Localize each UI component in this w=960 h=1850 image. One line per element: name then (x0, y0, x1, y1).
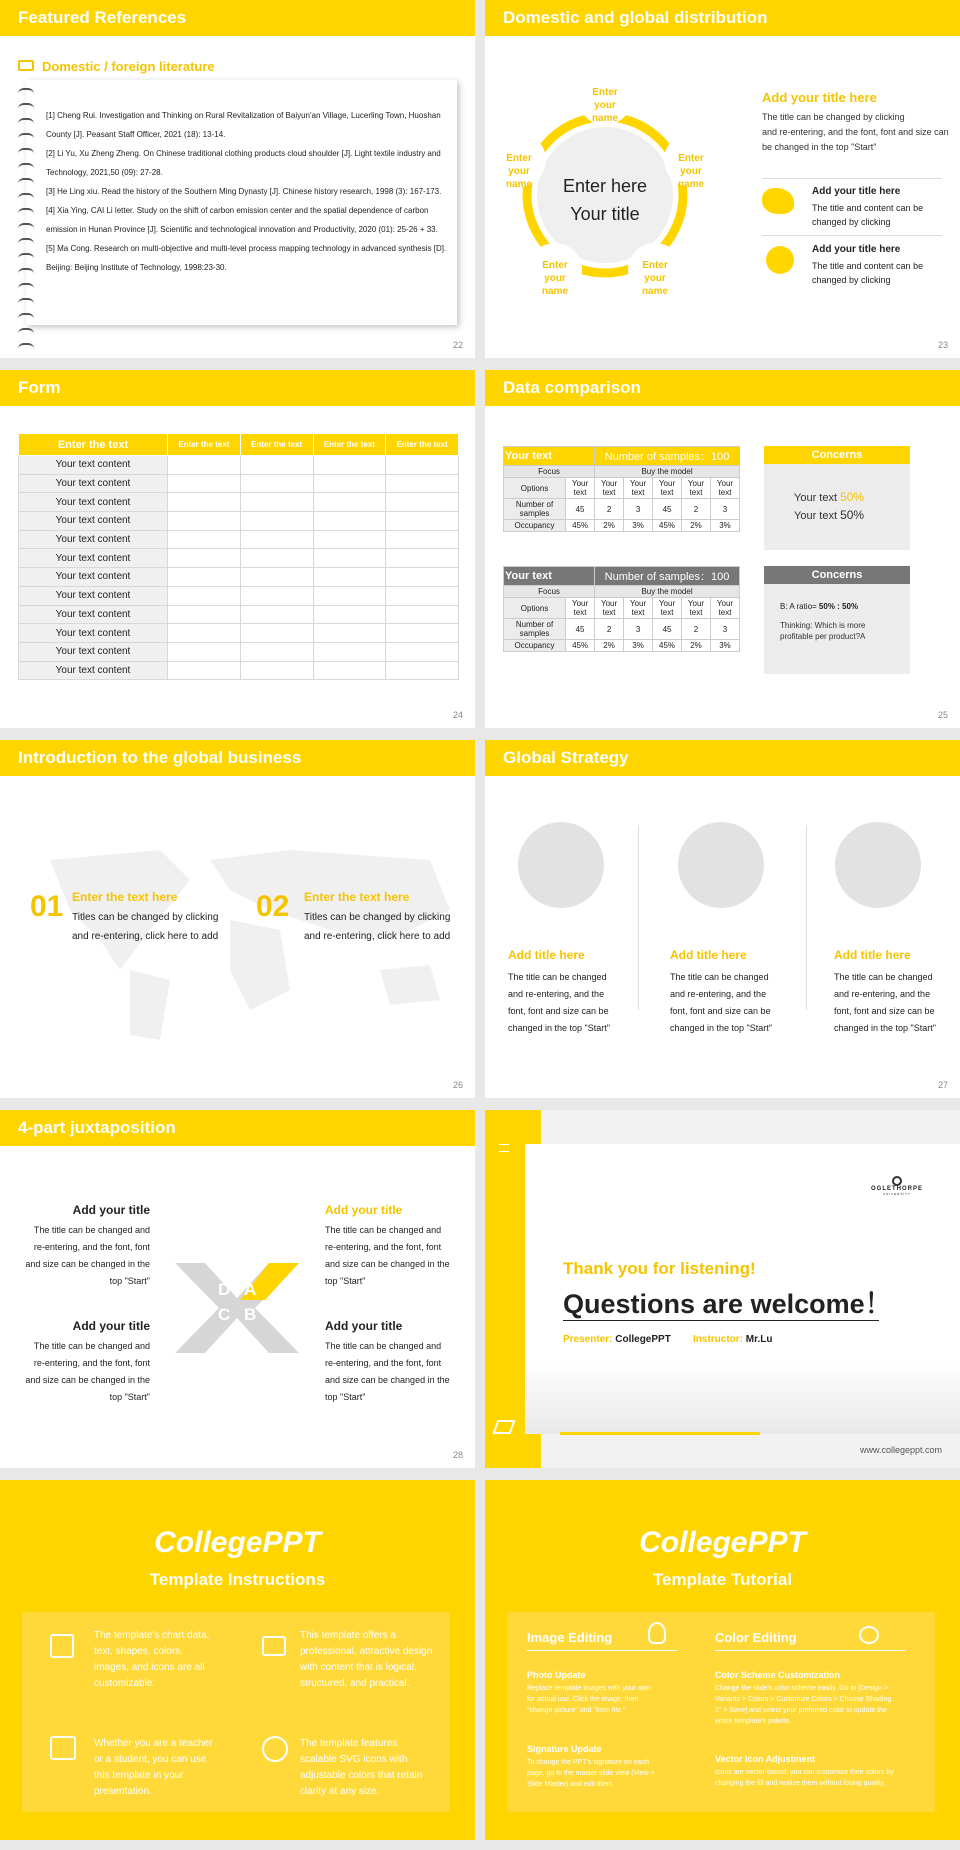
instructor-line: Instructor: Mr.Lu (693, 1334, 773, 1345)
x-diagram (170, 1258, 305, 1358)
table-row: Your text content (19, 661, 459, 680)
item-body: The title and content can be changed by clicking (812, 203, 924, 227)
node-label: Enter your name (591, 87, 619, 124)
reference-line: [4] Xia Ying, CAI Li letter. Study on the shift of carbon emission center and the spatial dependence of carbon (46, 206, 429, 215)
quadrant-body: The title can be changed and re-entering, and the font, font and size can be changed in the top "Start" (25, 1341, 150, 1402)
slide-subtitle: Template Tutorial (652, 1570, 793, 1589)
page-number: 28 (452, 1450, 463, 1460)
table-row: Your text content (19, 456, 459, 475)
slide-subtitle: Template Instructions (149, 1570, 326, 1589)
divider (762, 178, 942, 179)
table-row: Your text content (19, 586, 459, 605)
book-icon (18, 60, 34, 71)
quadrant-title: Add your title (325, 1319, 403, 1333)
node-label: Enter your name (505, 153, 533, 190)
table-row: Your text content (19, 624, 459, 643)
column-title: Add title here (670, 948, 747, 962)
form-table (18, 433, 459, 680)
slide-title: Domestic and global distribution (485, 0, 960, 36)
slide-title: Introduction to the global business (0, 740, 475, 776)
item-title: Add your title here (812, 244, 901, 255)
quadrant-body: The title can be changed and re-entering, and the font, font and size can be changed in the top "Start" (325, 1225, 450, 1286)
globe-image (518, 822, 604, 908)
number-01: 01 (30, 890, 64, 923)
table-row: Your text content (19, 568, 459, 587)
comparison-table-2: Your text Number of samples：100 Focus Buy the model Options Your text Your text Your text Your text Your text Your text Number of samples 45 2 3 45 2 3 Occupancy 45% 2% 3% 45% 2% 3% (503, 566, 740, 652)
layers-icon (262, 1636, 286, 1656)
letter: C (218, 1305, 231, 1324)
quadrant-body: The title can be changed and re-entering, and the font, font and size can be changed in the top "Start" (25, 1225, 150, 1286)
table-row: Your text content (19, 605, 459, 624)
reference-line: County [J]. Peasant Staff Officer, 2021 (18): 13-14. (46, 130, 226, 139)
table-row: Your text content (19, 530, 459, 549)
instruction-text: Whether you are a teacher or a student, you can use this template in your presentation. (94, 1738, 213, 1797)
quadrant-title: Add your title (72, 1203, 150, 1217)
table-row: Your text content (19, 474, 459, 493)
table-row: Your text content (19, 549, 459, 568)
palette-icon (859, 1626, 879, 1644)
divider (638, 825, 639, 1010)
reference-line: emission in Hunan Province [J]. Scientific and technological innovation and Productivity, 2020 (01): 25-26 + 33. (46, 225, 438, 234)
lightbulb-icon (648, 1622, 666, 1644)
slide-featured-references[interactable] (0, 0, 475, 358)
instruction-text: The template features scalable SVG icons with adjustable colors that retain clarity at any size. (300, 1738, 423, 1797)
table-header: Enter the text (168, 434, 241, 456)
photo-update-body: Replace template images with your own for actual use. Click the image, then "change picture" and "from file." (527, 1685, 651, 1714)
book-icon (50, 1634, 74, 1658)
slide-thank-you[interactable] (485, 1110, 960, 1468)
item-heading: Enter the text here (304, 890, 410, 904)
presenter-line: Presenter: CollegePPT (563, 1334, 671, 1345)
quadrant-title: Add your title (325, 1203, 403, 1217)
comparison-table-1: Your text Number of samples：100 Focus Buy the model Options Your text Your text Your text Your text Your text Your text Number of samples 45 2 3 45 2 3 Occupancy 45% 2% 3% 45% 2% 3% (503, 446, 740, 532)
column-body: The title can be changed and re-entering, and the font, font and size can be changed in the top "Start" (670, 972, 772, 1033)
slide-title: Data comparison (485, 370, 960, 406)
column-body: The title can be changed and re-entering, and the font, font and size can be changed in the top "Start" (834, 972, 936, 1033)
brand-logo: OGLETHORPE UNIVERSITY (857, 1176, 937, 1196)
basketball-icon (262, 1736, 288, 1762)
page-number: 26 (452, 1080, 463, 1090)
reference-line: [3] He Ling xiu. Read the history of the Southern Ming Dynasty [J]. Chinese history research, 1998 (3): 167-173. (46, 187, 442, 196)
reference-line: [1] Cheng Rui. Investigation and Thinking on Rural Revitalization of Baiyun'an Village, Lucerling Town, Huoshan (46, 111, 441, 120)
signature-update-title: Signature Update (527, 1744, 602, 1754)
slide-title: Form (0, 370, 475, 406)
image-editing-title: Image Editing (527, 1630, 613, 1645)
center-title-1: Enter here (562, 176, 648, 196)
divider (527, 1650, 677, 1651)
slide-title: 4-part juxtaposition (0, 1110, 475, 1146)
table-row: Your text content (19, 493, 459, 512)
right-title: Add your title here (762, 90, 877, 105)
page-number: 24 (452, 710, 463, 720)
table-header: Enter the text (240, 434, 313, 456)
divider (715, 1650, 905, 1651)
table-row: Your text content (19, 512, 459, 531)
instruction-text: This template offers a professional, attractive design with content that is logical, structured, and practical. (300, 1630, 433, 1689)
slide-global-strategy[interactable] (485, 740, 960, 1098)
slide-4-part[interactable] (0, 1110, 475, 1468)
globe-image (678, 822, 764, 908)
table-header: Enter the text (386, 434, 459, 456)
letter: A (244, 1280, 257, 1299)
page-number: 22 (452, 340, 463, 350)
thanks-text: Thank you for listening! (563, 1259, 756, 1278)
user-icon (50, 1736, 76, 1760)
quadrant-body: The title can be changed and re-entering, and the font, font and size can be changed in the top "Start" (325, 1341, 450, 1402)
signature-update-body: To change the PPT's signature on each page, go to the master slide view (View > Slide Master) and edit them. (527, 1759, 655, 1788)
instruction-text: The template's chart data, text, shapes, colors, images, and icons are all customizable. (94, 1630, 210, 1689)
slide-title: Global Strategy (485, 740, 960, 776)
item-body: The title and content can be changed by clicking (812, 261, 924, 285)
reference-line: Beijing: Beijing Institute of Technology, 1998:23-30. (46, 263, 227, 272)
right-body: The title can be changed by clicking and re-entering, and the font, font and size can be changed in the top "Start" (762, 112, 949, 152)
page-number: 25 (937, 710, 948, 720)
vector-icon-body: Icons are vector-based; you can customize their colors by changing the fill and realize them without losing quality. (715, 1769, 894, 1787)
photo-update-title: Photo Update (527, 1670, 586, 1680)
menu-icon (499, 1144, 509, 1152)
page-number: 23 (937, 340, 948, 350)
color-editing-title: Color Editing (715, 1630, 797, 1645)
slide-distribution[interactable] (485, 0, 960, 358)
table-row: Your text content (19, 642, 459, 661)
china-map-icon (762, 188, 794, 214)
item-heading: Enter the text here (72, 890, 178, 904)
number-02: 02 (256, 890, 290, 923)
item-title: Add your title here (812, 186, 901, 197)
questions-text: Questions are welcome！ (563, 1289, 892, 1319)
reference-line: Technology, 2021,50 (09): 27-28. (46, 168, 163, 177)
page-number: 27 (937, 1080, 948, 1090)
divider (762, 235, 942, 236)
column-title: Add title here (508, 948, 585, 962)
website-url[interactable]: www.collegeppt.com (859, 1445, 942, 1455)
node-label: Enter your name (677, 153, 705, 190)
yellow-accent-line (560, 1432, 760, 1435)
wave-graphic (525, 1360, 960, 1434)
globe-icon (766, 246, 794, 274)
slide-template-instructions[interactable] (0, 1480, 475, 1840)
notebook-rings (18, 88, 36, 358)
reference-line: [5] Ma Cong. Research on multi-objective and multi-level process mapping technology in advanced synthesis [D]. (46, 244, 447, 253)
column-body: The title can be changed and re-entering, and the font, font and size can be changed in the top "Start" (508, 972, 610, 1033)
slide-form[interactable] (0, 370, 475, 728)
item-body: Titles can be changed by clicking and re-entering, click here to add (304, 912, 451, 942)
center-title-2: Your title (570, 204, 640, 224)
collegeppt-logo: CollegePPT (154, 1526, 321, 1559)
table-header: Enter the text (19, 434, 168, 456)
underline (563, 1320, 879, 1321)
slide-title: Featured References (0, 0, 475, 36)
concerns-box-1: Concerns Your text 50% Your text 50% (764, 446, 910, 550)
slide-data-comparison[interactable] (485, 370, 960, 728)
reference-line: [2] Li Yu, Xu Zheng Zheng. On Chinese traditional clothing products cloud shoulder [J]. Light textile industry and (46, 149, 441, 158)
slide-template-tutorial[interactable] (485, 1480, 960, 1840)
column-title: Add title here (834, 948, 911, 962)
letter: B (244, 1305, 257, 1324)
table-header: Enter the text (313, 434, 386, 456)
item-body: Titles can be changed by clicking and re-entering, click here to add (72, 912, 219, 942)
vector-icon-title: Vector Icon Adjustment (715, 1754, 816, 1764)
slide-global-business[interactable] (0, 740, 475, 1098)
letter: D (218, 1280, 231, 1299)
section-heading: Domestic / foreign literature (42, 59, 215, 74)
node-label: Enter your name (541, 260, 569, 297)
color-scheme-body: Change the slide's color scheme easily. Go to [Design > Variants > Colors > Customize Colors > Choose Shading 1" > Save] and select your preferred color to update the entire template's palette. (715, 1685, 892, 1725)
color-scheme-title: Color Scheme Customization (715, 1670, 841, 1680)
node-label: Enter your name (641, 260, 669, 297)
globe-image (835, 822, 921, 908)
divider (806, 825, 807, 1010)
collegeppt-logo: CollegePPT (639, 1526, 806, 1559)
concerns-box-2: Concerns B: A ratio= 50% : 50% Thinking: Which is more profitable per product?A (764, 566, 910, 674)
quadrant-title: Add your title (72, 1319, 150, 1333)
